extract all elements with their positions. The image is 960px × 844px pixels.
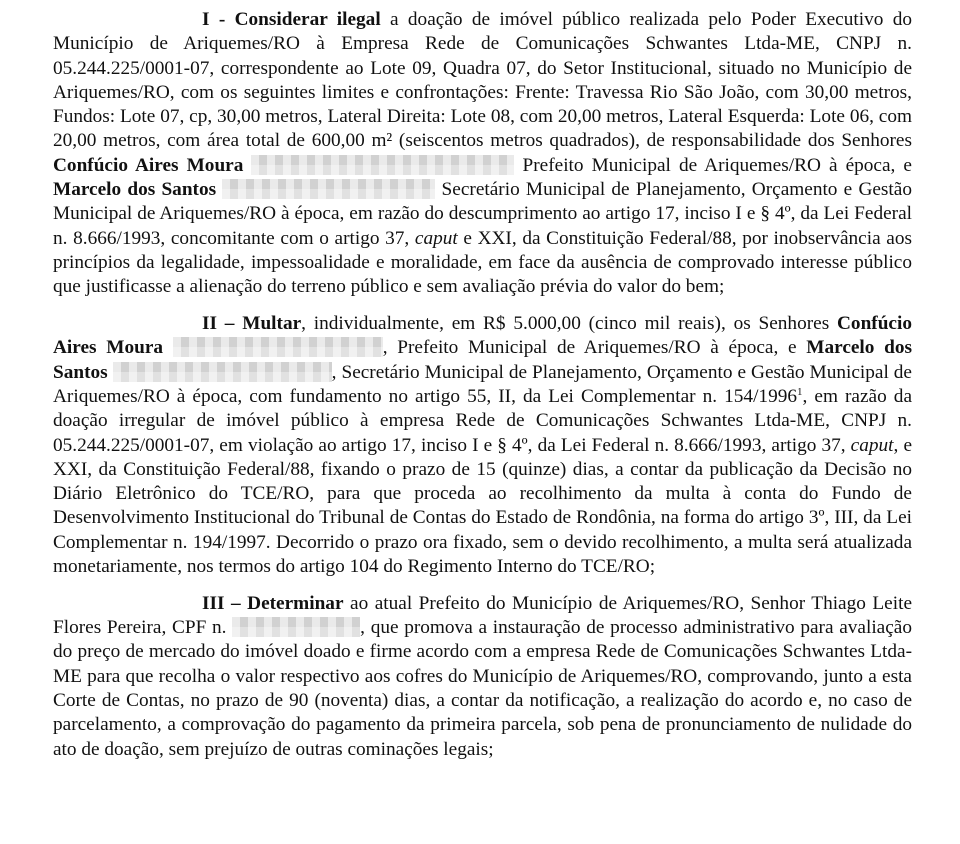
name-confucio: Confúcio Aires Moura <box>53 154 244 176</box>
footnote-marker[interactable]: 1 <box>797 385 803 398</box>
italic-caput: caput <box>414 227 458 249</box>
redacted-cpf <box>232 617 360 637</box>
paragraph-ii-text: , Prefeito Municipal de Ariquemes/RO à época, e <box>382 337 807 359</box>
paragraph-i-label: I - Considerar ilegal <box>202 9 381 30</box>
paragraph-iii-label: III – Determinar <box>202 592 344 614</box>
redacted-cpf <box>222 179 435 199</box>
name-marcelo: Marcelo dos Santos <box>53 337 912 383</box>
name-confucio: Confúcio Aires Moura <box>53 313 912 359</box>
paragraph-i-text: e XXI, da Constituição Federal/88, por inobservância aos princípios da legalidade, impessoalidade e moralidade, em face da ausência de comprovado interesse público que justificasse a alienação do terreno público e sem avaliação prévia do valor do bem; <box>53 227 912 298</box>
name-marcelo: Marcelo dos Santos <box>53 179 217 201</box>
paragraph-i-text: a doação de imóvel público realizada pelo Poder Executivo do Município de Ariquemes/RO à Empresa Rede de Comunicações Schwantes Ltda-ME, CNPJ n. 05.244.225/0001-07, correspondente ao Lote 09, Quadra 07, do Setor Institucional, situado no Município de Ariquemes/RO, com os seguintes limites e confrontações: Frente: Travessa Rio São João, com 30,00 metros, Fundos: Lote 07, cp, 30,00 metros, Lateral Direita: Lote 08, com 20,00 metros, Lateral Esquerda: Lote 06, com 20,00 metros, com área total de 600,00 m² (seiscentos metros quadrados), de responsabilidade dos Senhores <box>53 9 912 152</box>
paragraph-i <box>53 8 912 300</box>
italic-caput: caput <box>850 434 894 456</box>
paragraph-iii-text: ao atual Prefeito do Município de Ariquemes/RO, Senhor Thiago Leite Flores Pereira, CPF n. <box>53 592 913 639</box>
paragraph-i-text: Secretário Municipal de Planejamento, Orçamento e Gestão Municipal de Ariquemes/RO à época, em razão do descumprimento ao artigo 17, inciso I e § 4º, da Lei Federal n. 8.666/1993, concomitante com o artigo 37, <box>53 179 912 249</box>
paragraph-ii-text: , individualmente, em R$ 5.000,00 (cinco mil reais), os Senhores <box>301 313 837 335</box>
paragraph-ii <box>53 312 912 579</box>
paragraph-iii-text: , que promova a instauração de processo administrativo para avaliação do preço de mercado do imóvel doado e firme acordo com a empresa Rede de Comunicações Schwantes Ltda-ME para que recolha o valor respectivo aos cofres do Município de Ariquemes/RO, comprovando, junto a esta Corte de Contas, no prazo de 90 (noventa) dias, a contar da notificação, a realização do acordo e, no caso de parcelamento, a comprovação do pagamento da primeira parcela, sob pena de pronunciamento de nulidade do ato de doação, sem prejuízo de outras cominações legais; <box>53 617 912 760</box>
redacted-cpf <box>113 362 332 382</box>
paragraph-ii-text: , em razão da doação irregular de imóvel público à empresa Rede de Comunicações Schwantes Ltda-ME, CNPJ n. 05.244.225/0001-07, em violação ao artigo 17, inciso I e § 4º, da Lei Federal n. 8.666/1993, artigo 37, <box>53 385 913 456</box>
paragraph-ii-text: , e XXI, da Constituição Federal/88, fixando o prazo de 15 (quinze) dias, a contar da publicação da Decisão no Diário Eletrônico do TCE/RO, para que proceda ao recolhimento da multa à conta do Fundo de Desenvolvimento Institucional do Tribunal de Contas do Estado de Rondônia, na forma do artigo 3º, III, da Lei Complementar n. 194/1997. Decorrido o prazo ora fixado, sem o devido recolhimento, a multa será atualizada monetariamente, nos termos do artigo 104 do Regimento Interno do TCE/RO; <box>53 434 912 578</box>
paragraph-iii <box>53 592 912 762</box>
paragraph-ii-label: II – Multar <box>202 313 302 335</box>
paragraph-ii-text: , Secretário Municipal de Planejamento, Orçamento e Gestão Municipal de Ariquemes/RO à época, com fundamento no artigo 55, II, da Lei Complementar n. 154/1996 <box>53 361 912 407</box>
redacted-cpf <box>251 155 514 175</box>
redacted-cpf <box>173 337 383 357</box>
paragraph-i-text: Prefeito Municipal de Ariquemes/RO à época, e <box>514 154 912 176</box>
